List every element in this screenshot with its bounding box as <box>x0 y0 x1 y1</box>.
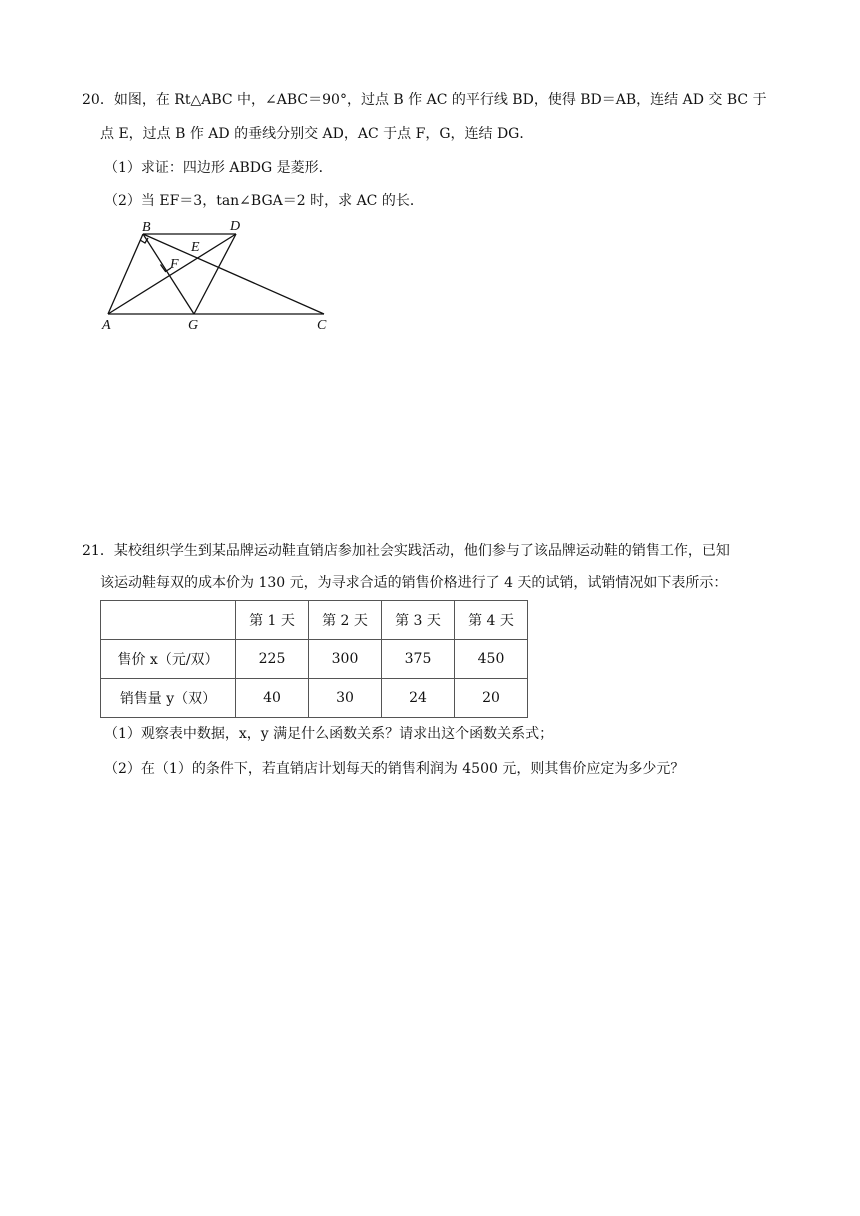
q20-number: 20． <box>82 92 114 108</box>
table-header-day2: 第 2 天 <box>309 601 382 640</box>
q21-part1: （1）观察表中数据，x，y 满足什么函数关系？请求出这个函数关系式； <box>104 726 554 742</box>
segment-ab <box>108 234 143 314</box>
volume-day4: 20 <box>455 679 528 718</box>
label-c: C <box>317 318 327 333</box>
label-b: B <box>142 220 151 235</box>
q20-part2: （2）当 EF＝3，tan∠BGA＝2 时，求 AC 的长． <box>104 193 424 209</box>
q21-stem-line1: 某校组织学生到某品牌运动鞋直销店参加社会实践活动，他们参与了该品牌运动鞋的销售工作，已知 <box>113 543 730 559</box>
label-a: A <box>102 318 111 333</box>
segment-ad <box>108 234 236 314</box>
volume-day1: 40 <box>236 679 309 718</box>
table-row <box>101 679 528 718</box>
q21-part2: （2）在（1）的条件下，若直销店计划每天的销售利润为 4500 元，则其售价应定为多少元？ <box>104 761 685 777</box>
q20-part1: （1）求证：四边形 ABDG 是菱形． <box>104 160 333 176</box>
table-header-day1: 第 1 天 <box>236 601 309 640</box>
q21-stem-line2: 该运动鞋每双的成本价为 130 元，为寻求合适的销售价格进行了 4 天的试销，试销情况如下表所示： <box>100 575 728 591</box>
table-header-day4: 第 4 天 <box>455 601 528 640</box>
q21-sales-table <box>100 600 528 718</box>
volume-day3: 24 <box>382 679 455 718</box>
price-day4: 450 <box>455 640 528 679</box>
table-corner-cell <box>101 601 236 640</box>
volume-day2: 30 <box>309 679 382 718</box>
row-label-volume: 销售量 y（双） <box>101 679 236 718</box>
segment-bc <box>143 234 324 314</box>
price-day1: 225 <box>236 640 309 679</box>
q20-stem-line2: 点 E，过点 B 作 AD 的垂线分别交 AD，AC 于点 F，G，连结 DG． <box>100 126 534 142</box>
price-day3: 375 <box>382 640 455 679</box>
label-d: D <box>230 219 241 234</box>
table-header-row <box>101 601 528 640</box>
q20-line1 <box>82 90 767 110</box>
label-g: G <box>188 318 199 333</box>
q20-stem-line1: 如图，在 Rt△ABC 中，∠ABC＝90°，过点 B 作 AC 的平行线 BD，使得 BD＝AB，连结 AD 交 BC 于 <box>113 92 767 108</box>
segment-bg <box>143 234 194 314</box>
table-row <box>101 640 528 679</box>
q21-line1 <box>82 541 730 561</box>
table-header-day3: 第 3 天 <box>382 601 455 640</box>
q20-geometry-figure <box>98 214 338 334</box>
segment-dg <box>194 234 236 314</box>
price-day2: 300 <box>309 640 382 679</box>
q21-number: 21． <box>82 543 114 559</box>
label-e: E <box>191 240 200 255</box>
row-label-price: 售价 x（元/双） <box>101 640 236 679</box>
label-f: F <box>170 257 179 272</box>
